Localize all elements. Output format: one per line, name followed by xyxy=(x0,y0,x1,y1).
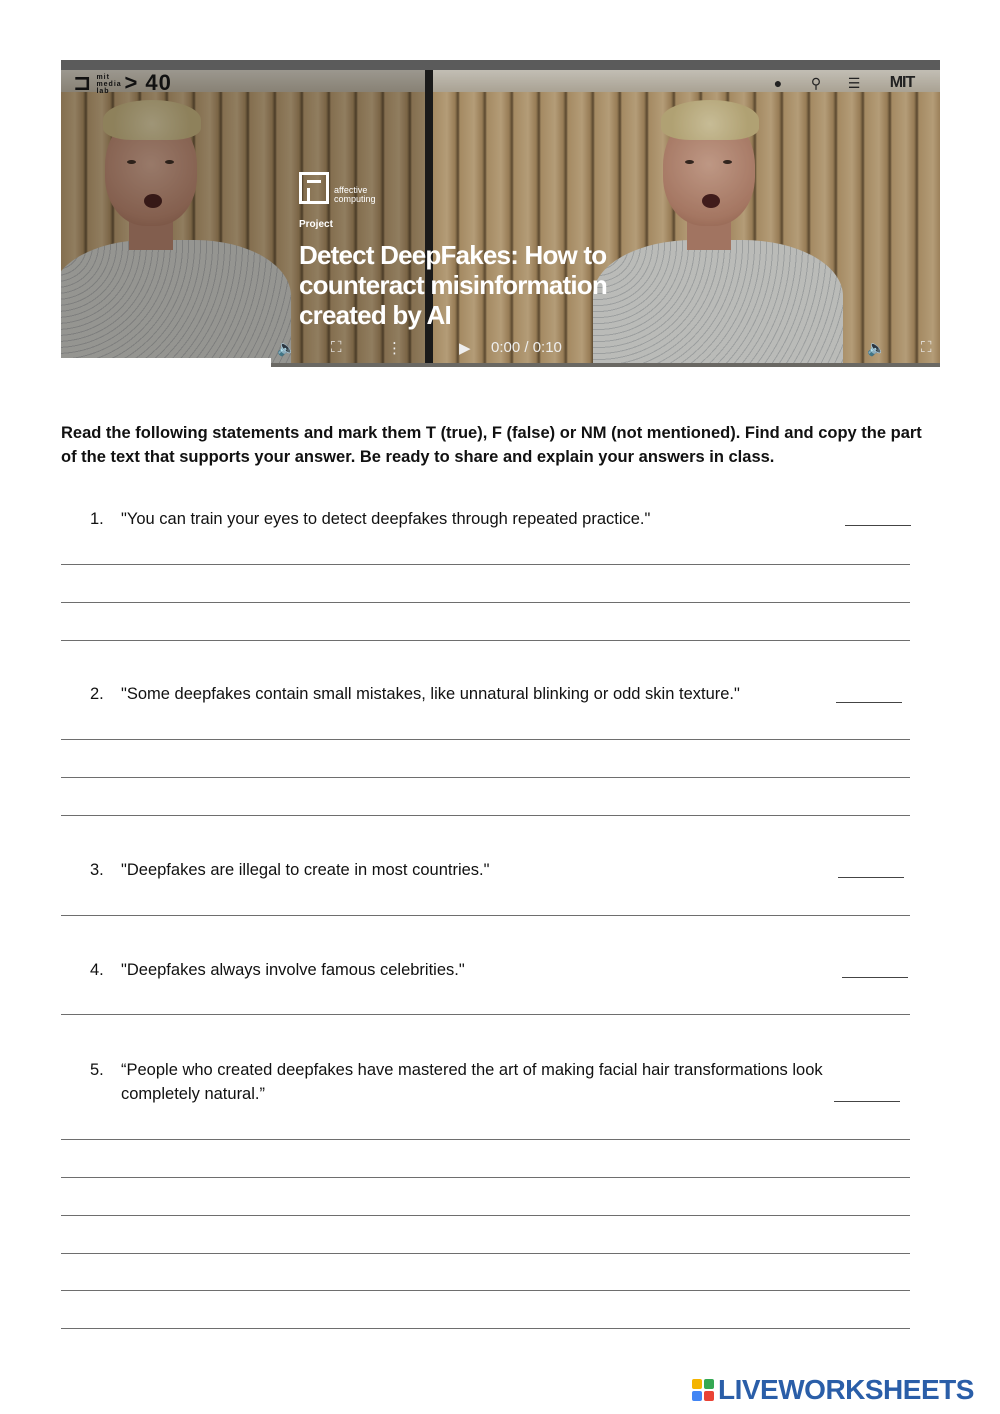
video-progress-bar[interactable] xyxy=(271,363,940,367)
liveworksheets-logo[interactable] xyxy=(692,1374,974,1406)
brand-square-3 xyxy=(692,1391,702,1401)
liveworksheets-icon xyxy=(692,1379,714,1401)
fullscreen-icon-right[interactable]: ⛶ xyxy=(921,339,932,356)
writing-line[interactable] xyxy=(61,640,910,641)
mit-logo[interactable]: MIT xyxy=(889,74,915,91)
affective-computing-logo-icon xyxy=(299,172,329,204)
question-text: "You can train your eyes to detect deepfakes through repeated practice." xyxy=(121,510,651,528)
volume-icon[interactable]: 🔈 xyxy=(277,340,296,357)
brand-name: LIVEWORKSHEETS xyxy=(718,1374,974,1405)
video-player[interactable] xyxy=(61,60,940,367)
page-mask xyxy=(61,358,271,367)
question-number: 2. xyxy=(90,685,104,703)
project-label: Project xyxy=(299,219,333,230)
writing-line[interactable] xyxy=(61,815,910,816)
writing-line[interactable] xyxy=(61,1215,910,1216)
writing-line[interactable] xyxy=(61,564,910,565)
writing-line[interactable] xyxy=(61,1139,910,1140)
answer-blank-3[interactable] xyxy=(838,857,904,878)
writing-line[interactable] xyxy=(61,1014,910,1015)
user-icon[interactable]: ● xyxy=(773,75,783,91)
video-time: 0:00 / 0:10 xyxy=(491,339,562,356)
writing-line[interactable] xyxy=(61,1177,910,1178)
question-number: 1. xyxy=(90,510,104,528)
question-number: 5. xyxy=(90,1061,104,1079)
brand-square-2 xyxy=(704,1379,714,1389)
writing-line[interactable] xyxy=(61,739,910,740)
volume-icon-right[interactable]: 🔈 xyxy=(867,340,886,357)
media-lab-logo[interactable]: ⊐ mit media lab > 40 xyxy=(73,70,172,95)
question-text: “People who created deepfakes have mastered the art of making facial hair transformations look completely natural.” xyxy=(121,1061,823,1103)
writing-line[interactable] xyxy=(61,915,910,916)
instructions: Read the following statements and mark them T (true), F (false) or NM (not mentioned). Find and copy the part of the text that supports your answer. Be ready to share and explain your answers in class. xyxy=(61,424,922,466)
site-nav-icons xyxy=(770,74,920,92)
answer-blank-1[interactable] xyxy=(845,505,911,526)
play-icon[interactable]: ▶ xyxy=(459,340,471,357)
writing-line[interactable] xyxy=(61,1290,910,1291)
question-text: "Some deepfakes contain small mistakes, like unnatural blinking or odd skin texture." xyxy=(121,685,740,703)
brand-square-4 xyxy=(704,1391,714,1401)
question-number: 4. xyxy=(90,961,104,979)
more-icon[interactable]: ⋮ xyxy=(387,340,402,357)
brand-square-1 xyxy=(692,1379,702,1389)
fullscreen-icon[interactable]: ⛶ xyxy=(331,339,342,356)
answer-blank-5[interactable] xyxy=(834,1081,900,1102)
question-text: "Deepfakes always involve famous celebrities." xyxy=(121,961,465,979)
writing-line[interactable] xyxy=(61,1328,910,1329)
group-name: affective computing xyxy=(334,185,376,204)
writing-line[interactable] xyxy=(61,777,910,778)
question-number: 3. xyxy=(90,861,104,879)
video-top-strip xyxy=(61,60,940,70)
video-title: Detect DeepFakes: How to counteract misinformation created by AI xyxy=(299,240,607,330)
menu-icon[interactable]: ☰ xyxy=(847,74,861,91)
answer-blank-2[interactable] xyxy=(836,682,902,703)
writing-line[interactable] xyxy=(61,1253,910,1254)
writing-line[interactable] xyxy=(61,602,910,603)
question-text: "Deepfakes are illegal to create in most countries." xyxy=(121,861,490,879)
answer-blank-4[interactable] xyxy=(842,957,908,978)
search-icon[interactable]: ⚲ xyxy=(810,74,822,91)
